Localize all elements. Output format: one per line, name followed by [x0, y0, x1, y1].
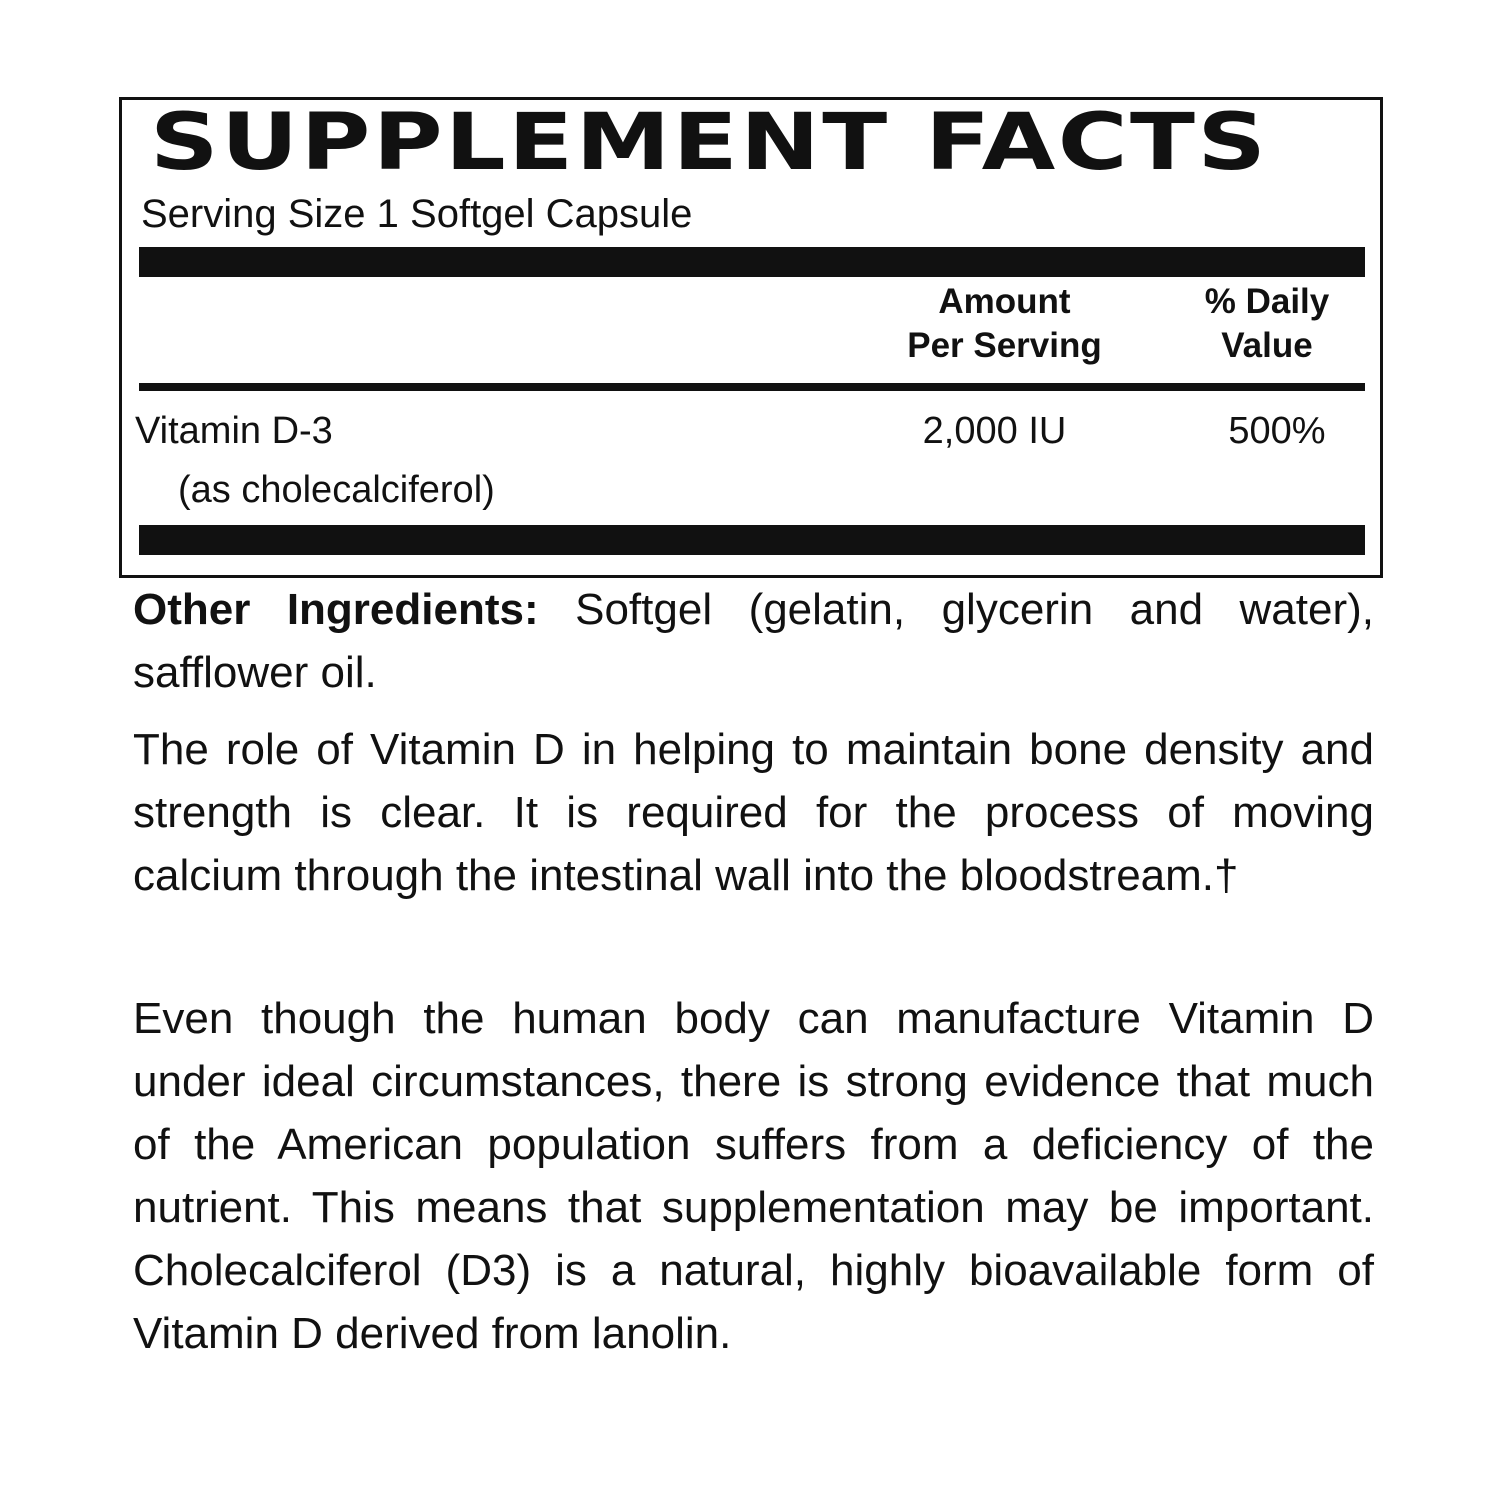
nutrient-daily-value: 500% — [1228, 410, 1326, 452]
daily-header-line1: % Daily — [1204, 282, 1330, 321]
supplement-facts-panel — [119, 97, 1383, 578]
thin-divider — [139, 383, 1365, 391]
amount-column-header — [882, 280, 1127, 368]
description-paragraph-2: Even though the human body can manufacture Vitamin D under ideal circumstances, there is strong evidence that much of the American population suffers from a deficiency of the nutrient. This means that supplementation may be important. Cholecalciferol (D3) is a natural, highly bioavailable form of Vitamin D derived from lanolin. — [133, 994, 1374, 1358]
amount-header-line1: Amount — [938, 282, 1071, 321]
panel-title: SUPPLEMENT FACTS — [150, 98, 1269, 188]
amount-header-line2: Per Serving — [907, 326, 1102, 365]
nutrient-name: Vitamin D-3 — [135, 410, 333, 452]
daily-header-line2: Value — [1221, 326, 1313, 365]
nutrient-amount: 2,000 IU — [922, 410, 1067, 452]
other-ingredients-heading: Other Ingredients: — [133, 585, 539, 634]
nutrient-source: (as cholecalciferol) — [178, 469, 495, 511]
description-paragraph-1: The role of Vitamin D in helping to maintain bone density and strength is clear. It is required for the process of moving calcium through the intestinal wall into the bloodstream.† — [133, 725, 1374, 900]
thick-divider-top — [139, 247, 1365, 277]
other-ingredients — [133, 578, 1374, 704]
daily-value-column-header — [1182, 280, 1352, 368]
thick-divider-bottom — [139, 525, 1365, 555]
other-ingredients-text: Softgel (gelatin, glycerin and water), safflower oil. — [133, 585, 1375, 697]
serving-size: Serving Size 1 Softgel Capsule — [141, 192, 693, 236]
